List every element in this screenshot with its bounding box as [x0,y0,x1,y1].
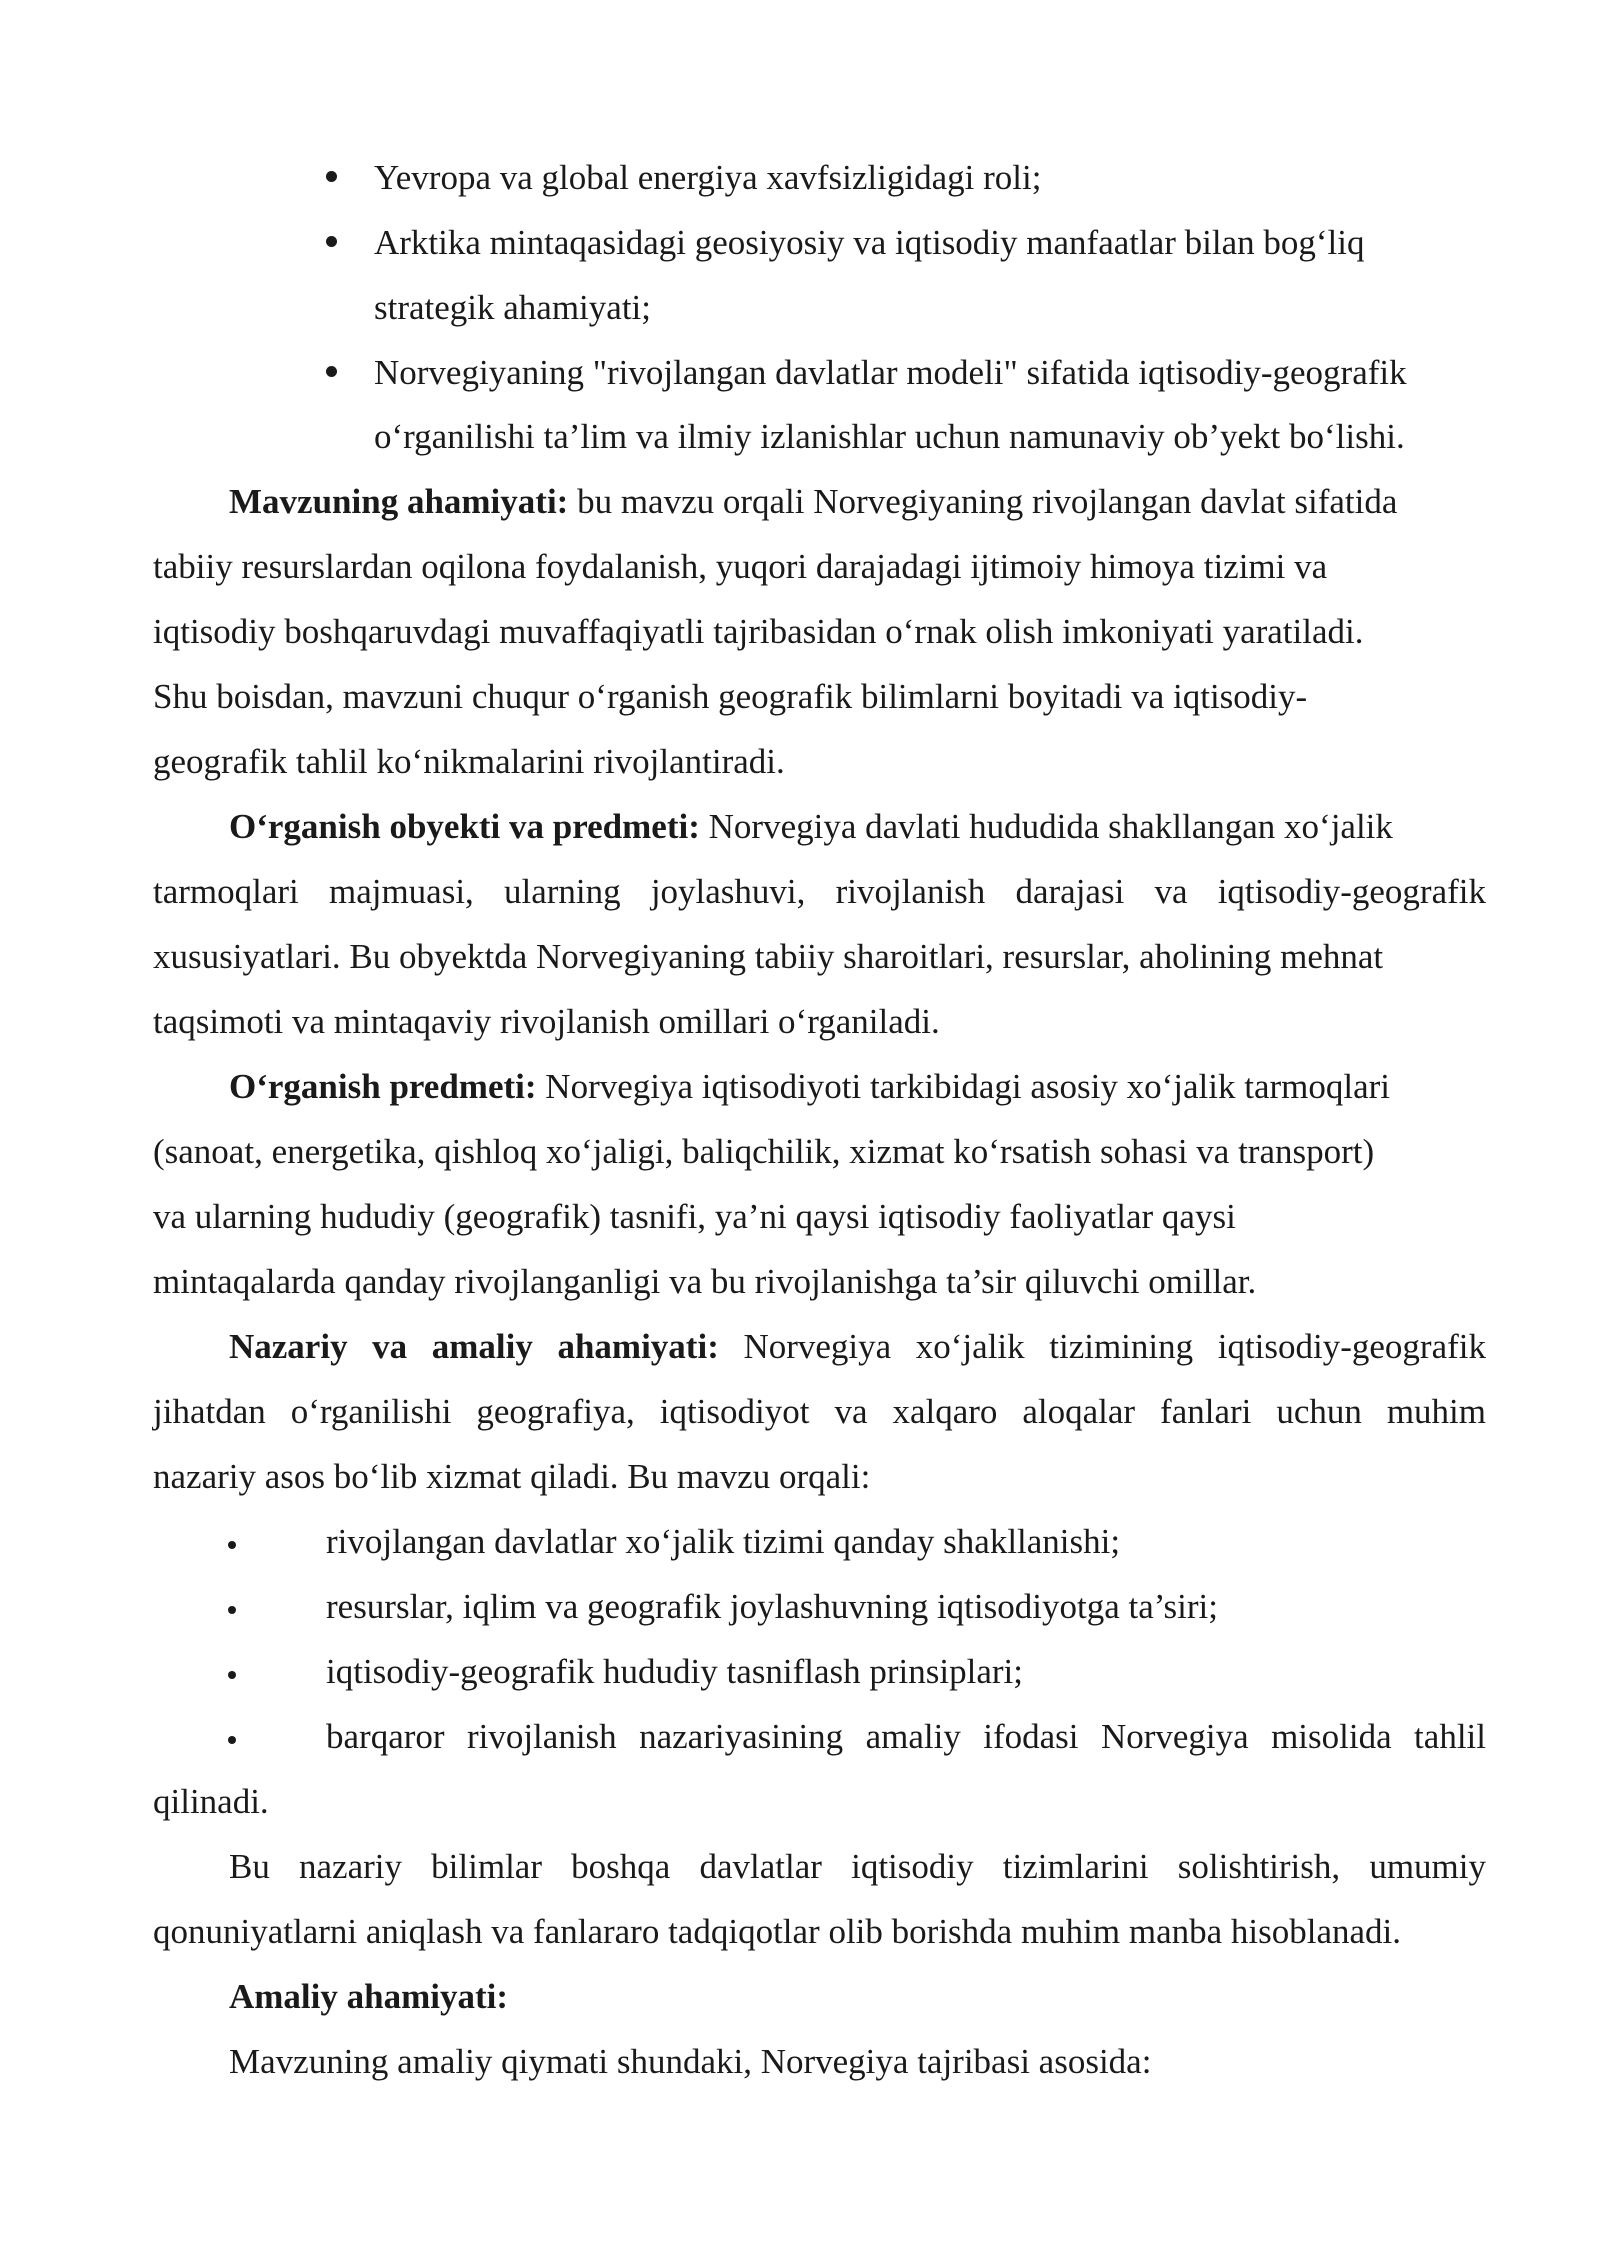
paragraph-line: iqtisodiy boshqaruvdagi muvaffaqiyatli tajribasidan o‘rnak olish imkoniyati yaratiladi. [153,612,1364,651]
paragraph-line [229,1329,1486,1364]
paragraph-line: xususiyatlari. Bu obyektda Norvegiyaning tabiiy sharoitlari, resurslar, aholining mehnat [153,937,1384,976]
paragraph-line [229,484,1397,519]
paragraph-line [229,809,1393,844]
section-heading: Nazariy va amaliy ahamiyati: [229,1327,719,1366]
list-item: rivojlangan davlatlar xo‘jalik tizimi qanday shakllanishi; [326,1522,1121,1561]
paragraph-text: Norvegiya xo‘jalik tizimining iqtisodiy-geografik [718,1327,1486,1366]
paragraph-line [229,1069,1390,1104]
list-item-continuation: qilinadi. [153,1782,269,1821]
paragraph-line: qonuniyatlarni aniqlash va fanlararo tadqiqotlar olib borishda muhim manba hisoblanadi. [153,1912,1402,1951]
list-item-continuation: o‘rganilishi ta’lim va ilmiy izlanishlar uchun namunaviy ob’yekt bo‘lishi. [374,417,1405,456]
paragraph-line: jihatdan o‘rganilishi geografiya, iqtisodiyot va xalqaro aloqalar fanlari uchun muhim [153,1392,1486,1431]
section-heading: Mavzuning ahamiyati: [229,482,569,521]
bullet-dot [228,1736,236,1744]
list-item: iqtisodiy-geografik hududiy tasniflash prinsiplari; [326,1652,1023,1691]
paragraph-line: tabiiy resurslardan oqilona foydalanish, yuqori darajadagi ijtimoiy himoya tizimi va [153,547,1328,586]
paragraph-line: geografik tahlil ko‘nikmalarini rivojlantiradi. [153,742,785,781]
paragraph-text: Norvegiya iqtisodiyoti tarkibidagi asosiy xo‘jalik tarmoqlari [536,1067,1390,1106]
list-item: resurslar, iqlim va geografik joylashuvning iqtisodiyotga ta’siri; [326,1587,1218,1626]
paragraph-text: bu mavzu orqali Norvegiyaning rivojlangan davlat sifatida [568,482,1398,521]
section-heading: Amaliy ahamiyati: [229,1977,509,2016]
bullet-dot [326,236,337,247]
paragraph-text: Norvegiya davlati hududida shakllangan xo‘jalik [699,807,1393,846]
list-item-continuation: strategik ahamiyati; [374,288,651,327]
list-item: Yevropa va global energiya xavfsizligidagi roli; [374,158,1042,197]
paragraph-line: taqsimoti va mintaqaviy rivojlanish omillari o‘rganiladi. [153,1002,940,1041]
paragraph-line: nazariy asos bo‘lib xizmat qiladi. Bu mavzu orqali: [153,1457,871,1496]
list-item: Norvegiyaning "rivojlangan davlatlar modeli" sifatida iqtisodiy-geografik [374,353,1407,392]
paragraph-line: (sanoat, energetika, qishloq xo‘jaligi, baliqchilik, xizmat ko‘rsatish sohasi va transport) [153,1132,1375,1171]
paragraph-line: va ularning hududiy (geografik) tasnifi, ya’ni qaysi iqtisodiy faoliyatlar qaysi [153,1197,1236,1236]
paragraph-line: mintaqalarda qanday rivojlanganligi va bu rivojlanishga ta’sir qiluvchi omillar. [153,1262,1257,1301]
paragraph-line: Bu nazariy bilimlar boshqa davlatlar iqtisodiy tizimlarini solishtirish, umumiy [229,1847,1486,1886]
bullet-dot [228,1541,236,1549]
paragraph-line: tarmoqlari majmuasi, ularning joylashuvi, rivojlanish darajasi va iqtisodiy-geografik [153,872,1486,911]
section-heading: O‘rganish predmeti: [229,1067,537,1106]
bullet-dot [228,1606,236,1614]
paragraph-line: Shu boisdan, mavzuni chuqur o‘rganish geografik bilimlarni boyitadi va iqtisodiy- [153,677,1308,716]
list-item: barqaror rivojlanish nazariyasining amaliy ifodasi Norvegiya misolida tahlil [326,1717,1486,1756]
bullet-dot [228,1671,236,1679]
bullet-dot [326,171,337,182]
paragraph-line: Mavzuning amaliy qiymati shundaki, Norvegiya tajribasi asosida: [229,2042,1152,2081]
section-heading: O‘rganish obyekti va predmeti: [229,807,700,846]
bullet-dot [326,366,337,377]
list-item: Arktika mintaqasidagi geosiyosiy va iqtisodiy manfaatlar bilan bog‘liq [374,223,1365,262]
